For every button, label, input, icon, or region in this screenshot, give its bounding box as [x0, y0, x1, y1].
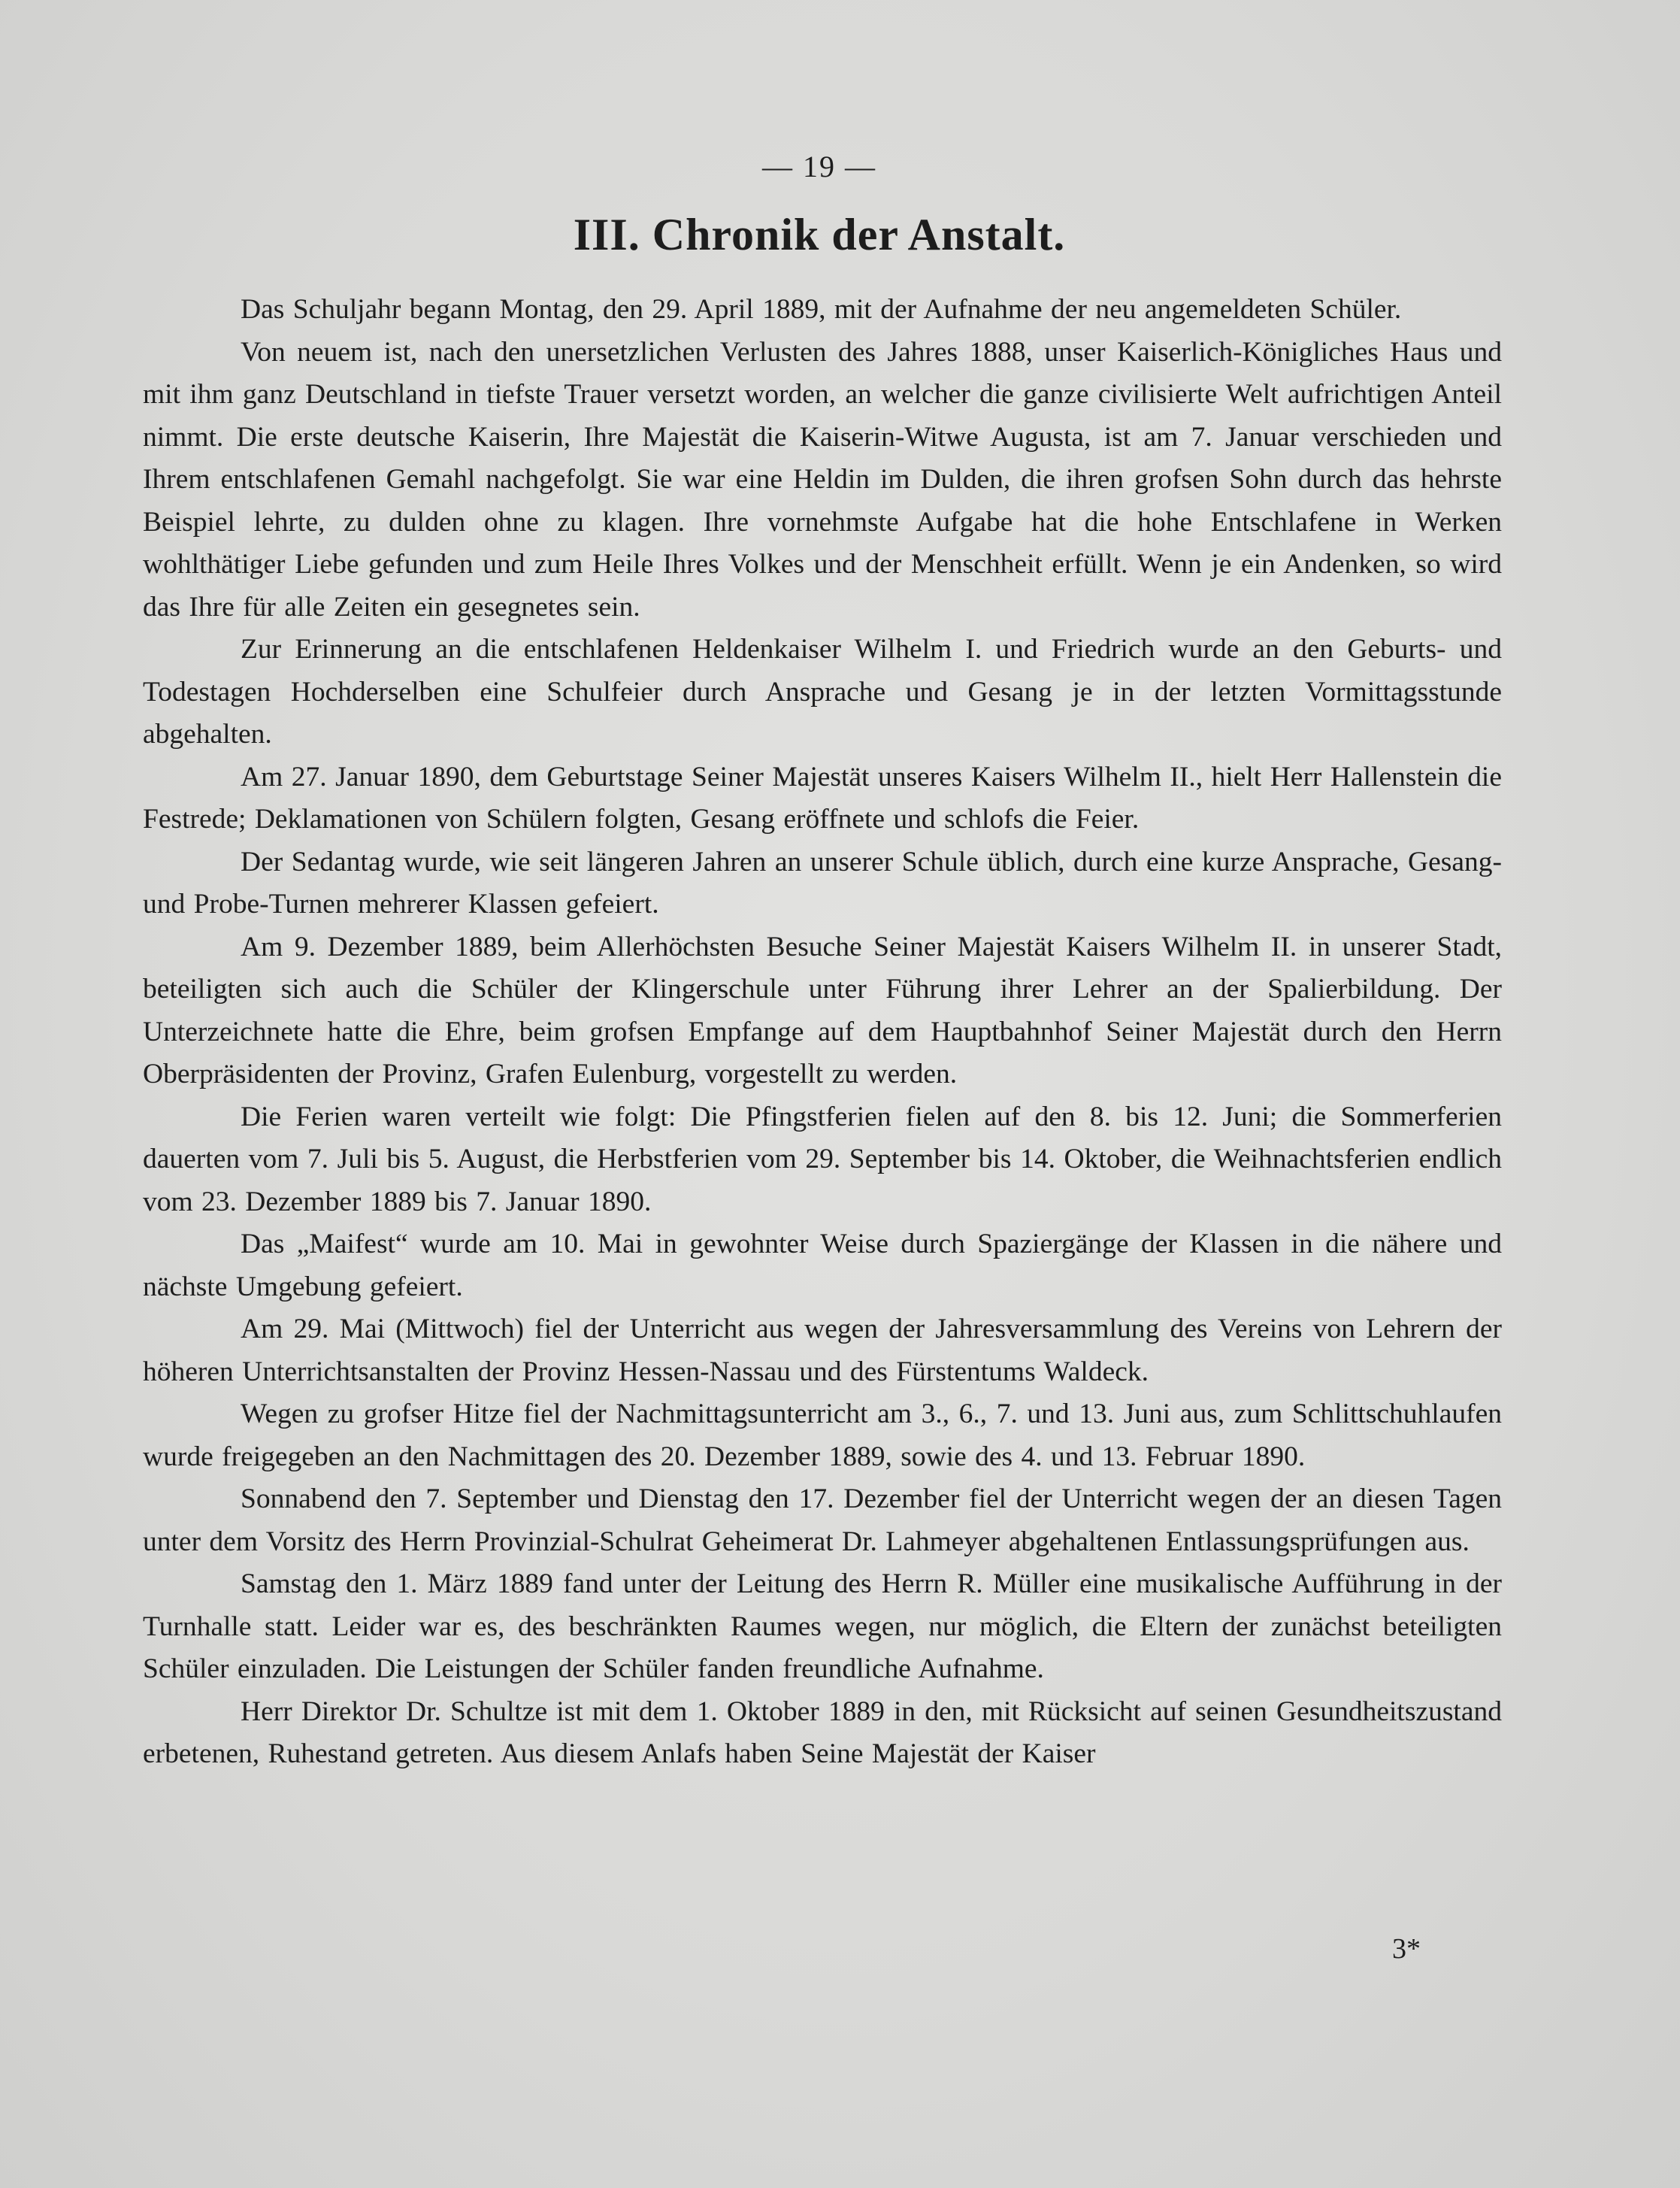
paragraph: Der Sedantag wurde, wie seit längeren Jahren an unserer Schule üblich, durch eine kurze Ansprache, Gesang- und Probe-Turnen mehrerer Klassen gefeiert.: [143, 846, 1502, 920]
paragraph: Am 27. Januar 1890, dem Geburtstage Seiner Majestät unseres Kaisers Wilhelm II., hielt Herr Hallenstein die Festrede; Deklamationen von Schülern folgten, Gesang eröffnete und schlofs die Feier.: [143, 761, 1502, 835]
paragraph: Am 9. Dezember 1889, beim Allerhöchsten Besuche Seiner Majestät Kaisers Wilhelm II. in unserer Stadt, beteiligten sich auch die Schüler der Klingerschule unter Führung ihrer Lehrer an der Spalierbildung. Der Unterzeichnete hatte die Ehre, beim grofsen Empfange auf dem Hauptbahnhof Seiner Majestät durch den Herrn Oberpräsidenten der Provinz, Grafen Eulenburg, vorgestellt zu werden.: [143, 931, 1502, 1089]
paragraph: Am 29. Mai (Mittwoch) fiel der Unterricht aus wegen der Jahresversammlung des Vereins von Lehrern der höheren Unterrichtsanstalten der Provinz Hessen-Nassau und des Fürstentums Waldeck.: [143, 1314, 1502, 1387]
chapter-heading: III. Chronik der Anstalt.: [573, 210, 1066, 259]
paragraph: Sonnabend den 7. September und Dienstag den 17. Dezember fiel der Unterricht wegen der an diesen Tagen unter dem Vorsitz des Herrn Provinzial-Schulrat Geheimerat Dr. Lahmeyer abgehaltenen Entlassungsprüfungen aus.: [143, 1483, 1502, 1557]
paragraph: Die Ferien waren verteilt wie folgt: Die Pfingstferien fielen auf den 8. bis 12. Juni; die Sommerferien dauerten vom 7. Juli bis 5. August, die Herbstferien vom 29. September bis 14. Oktober, die Weihnachtsferien endlich vom 23. Dezember 1889 bis 7. Januar 1890.: [143, 1101, 1502, 1217]
paragraph: Samstag den 1. März 1889 fand unter der Leitung des Herrn R. Müller eine musikalische Aufführung in der Turnhalle statt. Leider war es, des beschränkten Raumes wegen, nur möglich, die Eltern der zunächst beteiligten Schüler einzuladen. Die Leistungen der Schüler fanden freundliche Aufnahme.: [143, 1568, 1502, 1684]
paragraph: Von neuem ist, nach den unersetzlichen Verlusten des Jahres 1888, unser Kaiserlich-Königliches Haus und mit ihm ganz Deutschland in tiefste Trauer versetzt worden, an welcher die ganze civilisierte Welt aufrichtigen Anteil nimmt. Die erste deutsche Kaiserin, Ihre Majestät die Kaiserin-Witwe Augusta, ist am 7. Januar verschieden und Ihrem entschlafenen Gemahl nachgefolgt. Sie war eine Heldin im Dulden, die ihren grofsen Sohn durch das hehrste Beispiel lehrte, zu dulden ohne zu klagen. Ihre vornehmste Aufgabe hat die hohe Entschlafene in Werken wohlthätiger Liebe gefunden und zum Heile Ihres Volkes und der Menschheit erfüllt. Wenn je ein Andenken, so wird das Ihre für alle Zeiten ein gesegnetes sein.: [143, 336, 1502, 623]
signature-mark: 3*: [1392, 1933, 1421, 1965]
paragraph: Wegen zu grofser Hitze fiel der Nachmittagsunterricht am 3., 6., 7. und 13. Juni aus, zum Schlittschuhlaufen wurde freigegeben an den Nachmittagen des 20. Dezember 1889, sowie des 4. und 13. Februar 1890.: [143, 1399, 1502, 1472]
body-text: [143, 289, 1502, 1776]
paragraph: Das Schuljahr begann Montag, den 29. April 1889, mit der Aufnahme der neu angemeldeten Schüler.: [241, 294, 1402, 325]
paragraph: Herr Direktor Dr. Schultze ist mit dem 1. Oktober 1889 in den, mit Rücksicht auf seinen Gesundheitszustand erbetenen, Ruhestand getreten. Aus diesem Anlafs haben Seine Majestät der Kaiser: [143, 1696, 1502, 1769]
paragraph: Zur Erinnerung an die entschlafenen Heldenkaiser Wilhelm I. und Friedrich wurde an den Geburts- und Todestagen Hochderselben eine Schulfeier durch Ansprache und Gesang je in der letzten Vormittagsstunde abgehalten.: [143, 634, 1502, 750]
page-number: — 19 —: [762, 150, 876, 183]
paragraph: Das „Maifest“ wurde am 10. Mai in gewohnter Weise durch Spaziergänge der Klassen in die nähere und nächste Umgebung gefeiert.: [143, 1229, 1502, 1302]
